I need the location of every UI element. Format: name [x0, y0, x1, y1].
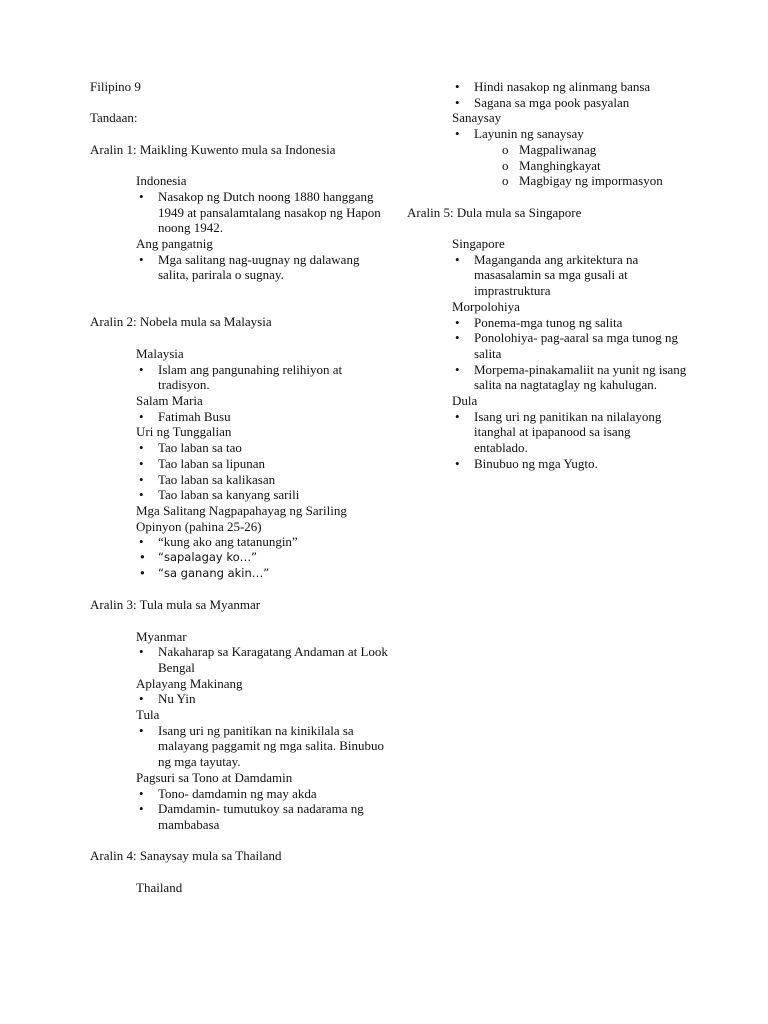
- opinyon-list: [136, 534, 390, 581]
- list-item: • Ponolohiya- pag-aaral sa mga tunog ng salita: [452, 330, 687, 361]
- thailand-label: Thailand: [136, 879, 183, 895]
- list-item: • Isang uri ng panitikan na nilalayong itanghal at ipapanood sa isang entablado.: [452, 409, 687, 456]
- layunin-sublist: [452, 142, 687, 189]
- document-title: Filipino 9: [90, 79, 141, 94]
- list-item: • Tono- damdamin ng may akda: [136, 786, 390, 802]
- list-item: • Fatimah Busu: [136, 409, 390, 425]
- list-item: • Tao laban sa kanyang sarili: [136, 487, 390, 503]
- sanaysay-list: [452, 126, 687, 142]
- aralin-2-body: [90, 346, 390, 582]
- list-item: • Mga salitang nag-uugnay ng dalawang salita, parirala o sugnay.: [136, 252, 390, 283]
- myanmar-list: [136, 644, 390, 675]
- sublist-item: o Magbigay ng impormasyon: [496, 173, 687, 189]
- uri-ng-tunggalian-list: [136, 440, 390, 503]
- aralin-1-body: [90, 173, 390, 283]
- list-item: • Sagana sa mga pook pasyalan: [452, 95, 687, 111]
- list-item: • Islam ang pangunahing relihiyon at tradisyon.: [136, 362, 390, 393]
- sublist-item: o Magpaliwanag: [496, 142, 687, 158]
- indonesia-label: Indonesia: [136, 173, 187, 189]
- list-item: • Hindi nasakop ng alinmang bansa: [452, 79, 687, 95]
- tula-list: [136, 723, 390, 770]
- aralin-4-continued: [407, 79, 687, 189]
- aralin-3-body: [90, 629, 390, 833]
- list-item: • Nakaharap sa Karagatang Andaman at Look Bengal: [136, 644, 390, 675]
- morpolohiya-label: Morpolohiya: [452, 298, 520, 314]
- morpolohiya-list: [452, 315, 687, 394]
- opinyon-label: Mga Salitang Nagpapahayag ng Sariling Opinyon (pahina 25-26): [136, 502, 347, 534]
- tandaan-label: Tandaan:: [90, 110, 138, 126]
- myanmar-label: Myanmar: [136, 628, 187, 644]
- aralin-3-heading: Aralin 3: Tula mula sa Myanmar: [90, 597, 261, 613]
- malaysia-list: [136, 362, 390, 393]
- pagsuri-list: [136, 786, 390, 833]
- singapore-label: Singapore: [452, 236, 505, 251]
- salam-maria-list: [136, 409, 390, 425]
- dula-list: [452, 409, 687, 472]
- aralin-2-heading: Aralin 2: Nobela mula sa Malaysia: [90, 314, 272, 330]
- list-item: • Binubuo ng mga Yugto.: [452, 456, 687, 472]
- dula-label: Dula: [452, 393, 478, 409]
- left-column: [90, 79, 390, 895]
- thailand-list: [452, 79, 687, 110]
- pangatnig-list: [136, 252, 390, 283]
- list-item: • Ponema-mga tunog ng salita: [452, 315, 687, 331]
- sanaysay-label: Sanaysay: [452, 110, 502, 126]
- list-item: • “sapalagay ko…”: [136, 550, 390, 566]
- aralin-4-body: [90, 880, 390, 896]
- aralin-4-heading: Aralin 4: Sanaysay mula sa Thailand: [90, 848, 282, 864]
- list-item: • Morpema-pinakamaliit na yunit ng isang salita na nagtataglay ng kahulugan.: [452, 362, 687, 393]
- list-item: • Tao laban sa tao: [136, 440, 390, 456]
- list-item: • Maganganda ang arkitektura na masasalamin sa mga gusali at imprastruktura: [452, 252, 687, 299]
- aplayang-makinang-list: [136, 691, 390, 707]
- list-item: • Nu Yin: [136, 691, 390, 707]
- list-item: • Nasakop ng Dutch noong 1880 hanggang 1949 at pansalamtalang nasakop ng Hapon noong 1942.: [136, 189, 390, 236]
- list-item: • Tao laban sa kalikasan: [136, 472, 390, 488]
- right-column: [407, 79, 687, 472]
- aplayang-makinang-label: Aplayang Makinang: [136, 675, 243, 691]
- pagsuri-label: Pagsuri sa Tono at Damdamin: [136, 769, 293, 785]
- list-item: • Tao laban sa lipunan: [136, 456, 390, 472]
- aralin-5-heading: Aralin 5: Dula mula sa Singapore: [407, 204, 582, 220]
- list-item: • “sa ganang akin…”: [136, 566, 390, 582]
- aralin-5-body: [407, 236, 687, 472]
- list-item: • Isang uri ng panitikan na kinikilala sa malayang paggamit ng mga salita. Binubuo ng mga tayutay.: [136, 723, 390, 770]
- list-item: • Layunin ng sanaysay: [452, 126, 687, 142]
- uri-ng-tunggalian-label: Uri ng Tunggalian: [136, 424, 232, 440]
- salam-maria-label: Salam Maria: [136, 392, 203, 408]
- aralin-1-heading: Aralin 1: Maikling Kuwento mula sa Indonesia: [90, 141, 336, 157]
- malaysia-label: Malaysia: [136, 345, 184, 361]
- sublist-item: o Manghingkayat: [496, 158, 687, 174]
- indonesia-list: [136, 189, 390, 236]
- list-item: • Damdamin- tumutukoy sa nadarama ng mambabasa: [136, 801, 390, 832]
- tula-label: Tula: [136, 707, 160, 723]
- singapore-list: [452, 252, 687, 299]
- list-item: • “kung ako ang tatanungin”: [136, 534, 390, 550]
- pangatnig-label: Ang pangatnig: [136, 235, 213, 251]
